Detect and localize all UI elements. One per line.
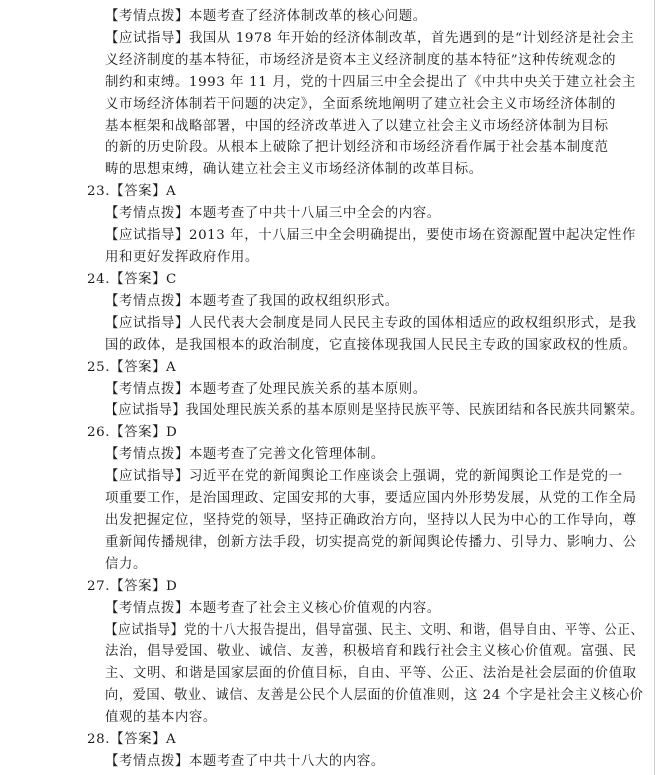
text-line: 法治，倡导爱国、敬业、诚信、友善，积极培育和践行社会主义核心价值观。富强、民 — [105, 644, 637, 659]
text-line: 【考情点拨】本题考查了中共十八大的内容。 — [105, 754, 385, 769]
text-line: 向，爱国、敬业、诚信、友善是公民个人层面的价值准则，这 24 个字是社会主义核心价 — [105, 688, 644, 703]
text-line: 的新的历史阶段。从根本上破除了把计划经济和市场经济看作属于社会基本制度范 — [105, 140, 609, 155]
text-line: 【考情点拨】本题考查了社会主义核心价值观的内容。 — [105, 601, 441, 616]
text-line: 义经济制度的基本特征，市场经济是资本主义经济制度的基本特征”这种传统观念的 — [105, 53, 617, 68]
text-line: 【应试指导】人民代表大会制度是同人民民主专政的国体相适应的政权组织形式，是我 — [105, 316, 637, 331]
page-edge-divider — [654, 0, 655, 775]
text-line: 【应试指导】我国从 1978 年开始的经济体制改革，首先遇到的是“计划经济是社会主 — [105, 31, 635, 46]
answer-heading: 28.【答案】A — [87, 732, 177, 747]
text-line: 【考情点拨】本题考查了我国的政权组织形式。 — [105, 294, 399, 309]
text-line: 【应试指导】党的十八大报告提出，倡导富强、民主、文明、和谐，倡导自由、平等、公正、 — [105, 623, 644, 638]
text-line: 【应试指导】2013 年，十八届三中全会明确提出，要使市场在资源配置中起决定性作 — [105, 228, 637, 243]
text-line: 国的政体，是我国根本的政治制度，它直接体现我国人民民主专政的国家政权的性质。 — [105, 338, 637, 353]
text-line: 项重要工作，是治国理政、定国安邦的大事，要适应国内外形势发展，从党的工作全局 — [105, 491, 637, 506]
answer-heading: 26.【答案】D — [87, 425, 178, 440]
text-line: 【应试指导】我国处理民族关系的基本原则是坚持民族平等、民族团结和各民族共同繁荣。 — [105, 403, 644, 418]
text-line: 畴的思想束缚，确认建立社会主义市场经济体制的改革目标。 — [105, 162, 483, 177]
text-line: 制约和束缚。1993 年 11 月，党的十四届三中全会提出了《中共中央关于建立社会主 — [105, 75, 636, 90]
text-line: 值观的基本内容。 — [105, 710, 217, 725]
answer-heading: 25.【答案】A — [87, 360, 177, 375]
text-line: 用和更好发挥政府作用。 — [105, 250, 259, 265]
text-line: 【考情点拨】本题考查了经济体制改革的核心问题。 — [105, 9, 427, 24]
text-line: 主、文明、和谐是国家层面的价值目标，自由、平等、公正、法治是社会层面的价值取 — [105, 666, 637, 681]
answer-heading: 24.【答案】C — [87, 272, 177, 287]
text-line: 【考情点拨】本题考查了处理民族关系的基本原则。 — [105, 382, 427, 397]
text-line: 【考情点拨】本题考查了中共十八届三中全会的内容。 — [105, 206, 441, 221]
text-line: 义市场经济体制若干问题的决定》，全面系统地阐明了建立社会主义市场经济体制的 — [105, 97, 616, 112]
answer-heading: 27.【答案】D — [87, 579, 178, 594]
text-line: 信力。 — [105, 557, 147, 572]
text-line: 出发把握定位，坚持党的领导，坚持正确政治方向，坚持以人民为中心的工作导向，尊 — [105, 513, 637, 528]
answer-heading: 23.【答案】A — [87, 184, 177, 199]
text-line: 【考情点拨】本题考查了完善文化管理体制。 — [105, 447, 385, 462]
text-line: 基本框架和战略部署，中国的经济改革进入了以建立社会主义市场经济体制为目标 — [105, 119, 609, 134]
text-line: 重新闻传播规律，创新方法手段，切实提高党的新闻舆论传播力、引导力、影响力、公 — [105, 535, 637, 550]
text-line: 【应试指导】习近平在党的新闻舆论工作座谈会上强调，党的新闻舆论工作是党的一 — [105, 469, 623, 484]
